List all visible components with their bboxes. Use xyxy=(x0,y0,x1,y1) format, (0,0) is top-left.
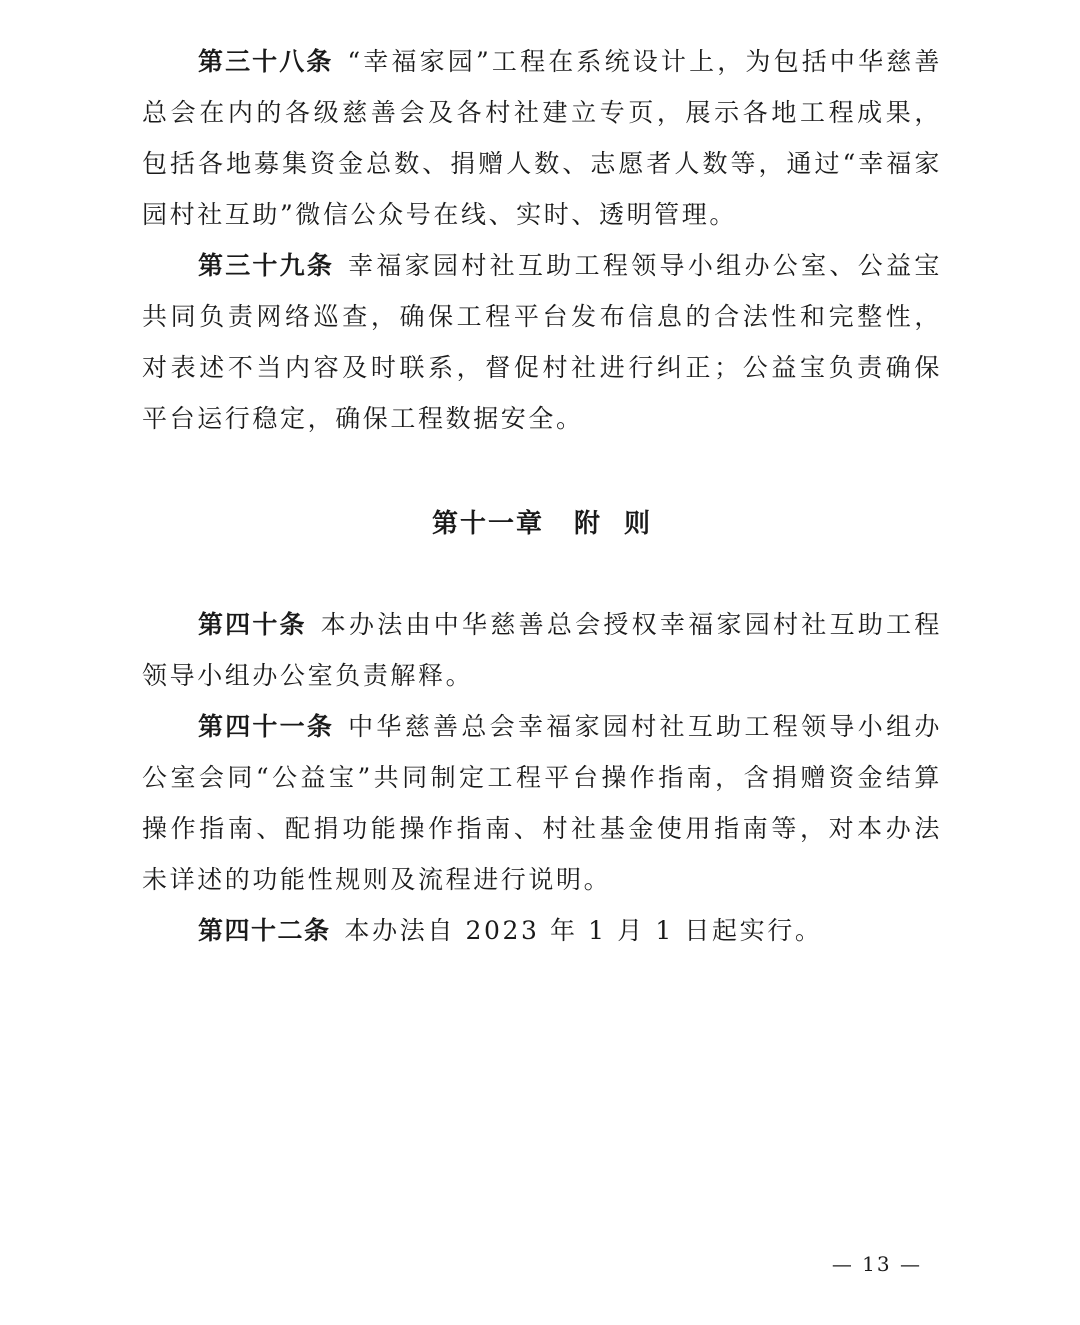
article-text: 本办法自 2023 年 1 月 1 日起实行。 xyxy=(344,916,823,945)
article-label: 第四十一条 xyxy=(198,712,335,741)
article-42 xyxy=(142,905,942,956)
article-label: 第三十八条 xyxy=(198,47,334,76)
article-38 xyxy=(142,36,942,240)
document-body xyxy=(142,36,942,956)
article-text: 本办法由中华慈善总会授权幸福家园村社互助工程领导小组办公室负责解释。 xyxy=(142,610,942,690)
article-41 xyxy=(142,701,942,905)
chapter-title-part2: 则 xyxy=(624,509,653,539)
article-label: 第三十九条 xyxy=(198,251,335,280)
article-text: 幸福家园村社互助工程领导小组办公室、公益宝共同负责网络巡查，确保工程平台发布信息的合法性和完整性，对表述不当内容及时联系，督促村社进行纠正；公益宝负责确保平台运行稳定，确保工程数据安全。 xyxy=(142,251,942,433)
chapter-heading xyxy=(142,444,942,599)
article-label: 第四十二条 xyxy=(198,916,331,945)
article-text: “幸福家园”工程在系统设计上，为包括中华慈善总会在内的各级慈善会及各村社建立专页，展示各地工程成果，包括各地募集资金总数、捐赠人数、志愿者人数等，通过“幸福家园村社互助”微信公众号在线、实时、透明管理。 xyxy=(142,47,942,229)
article-text: 中华慈善总会幸福家园村社互助工程领导小组办公室会同“公益宝”共同制定工程平台操作指南，含捐赠资金结算操作指南、配捐功能操作指南、村社基金使用指南等，对本办法未详述的功能性规则及流程进行说明。 xyxy=(142,712,942,894)
article-39 xyxy=(142,240,942,444)
chapter-number: 第十一章 xyxy=(431,509,544,539)
chapter-title-part1: 附 xyxy=(573,509,602,539)
article-label: 第四十条 xyxy=(198,610,307,639)
article-40 xyxy=(142,599,942,701)
page-number: — 13 — xyxy=(831,1252,922,1276)
